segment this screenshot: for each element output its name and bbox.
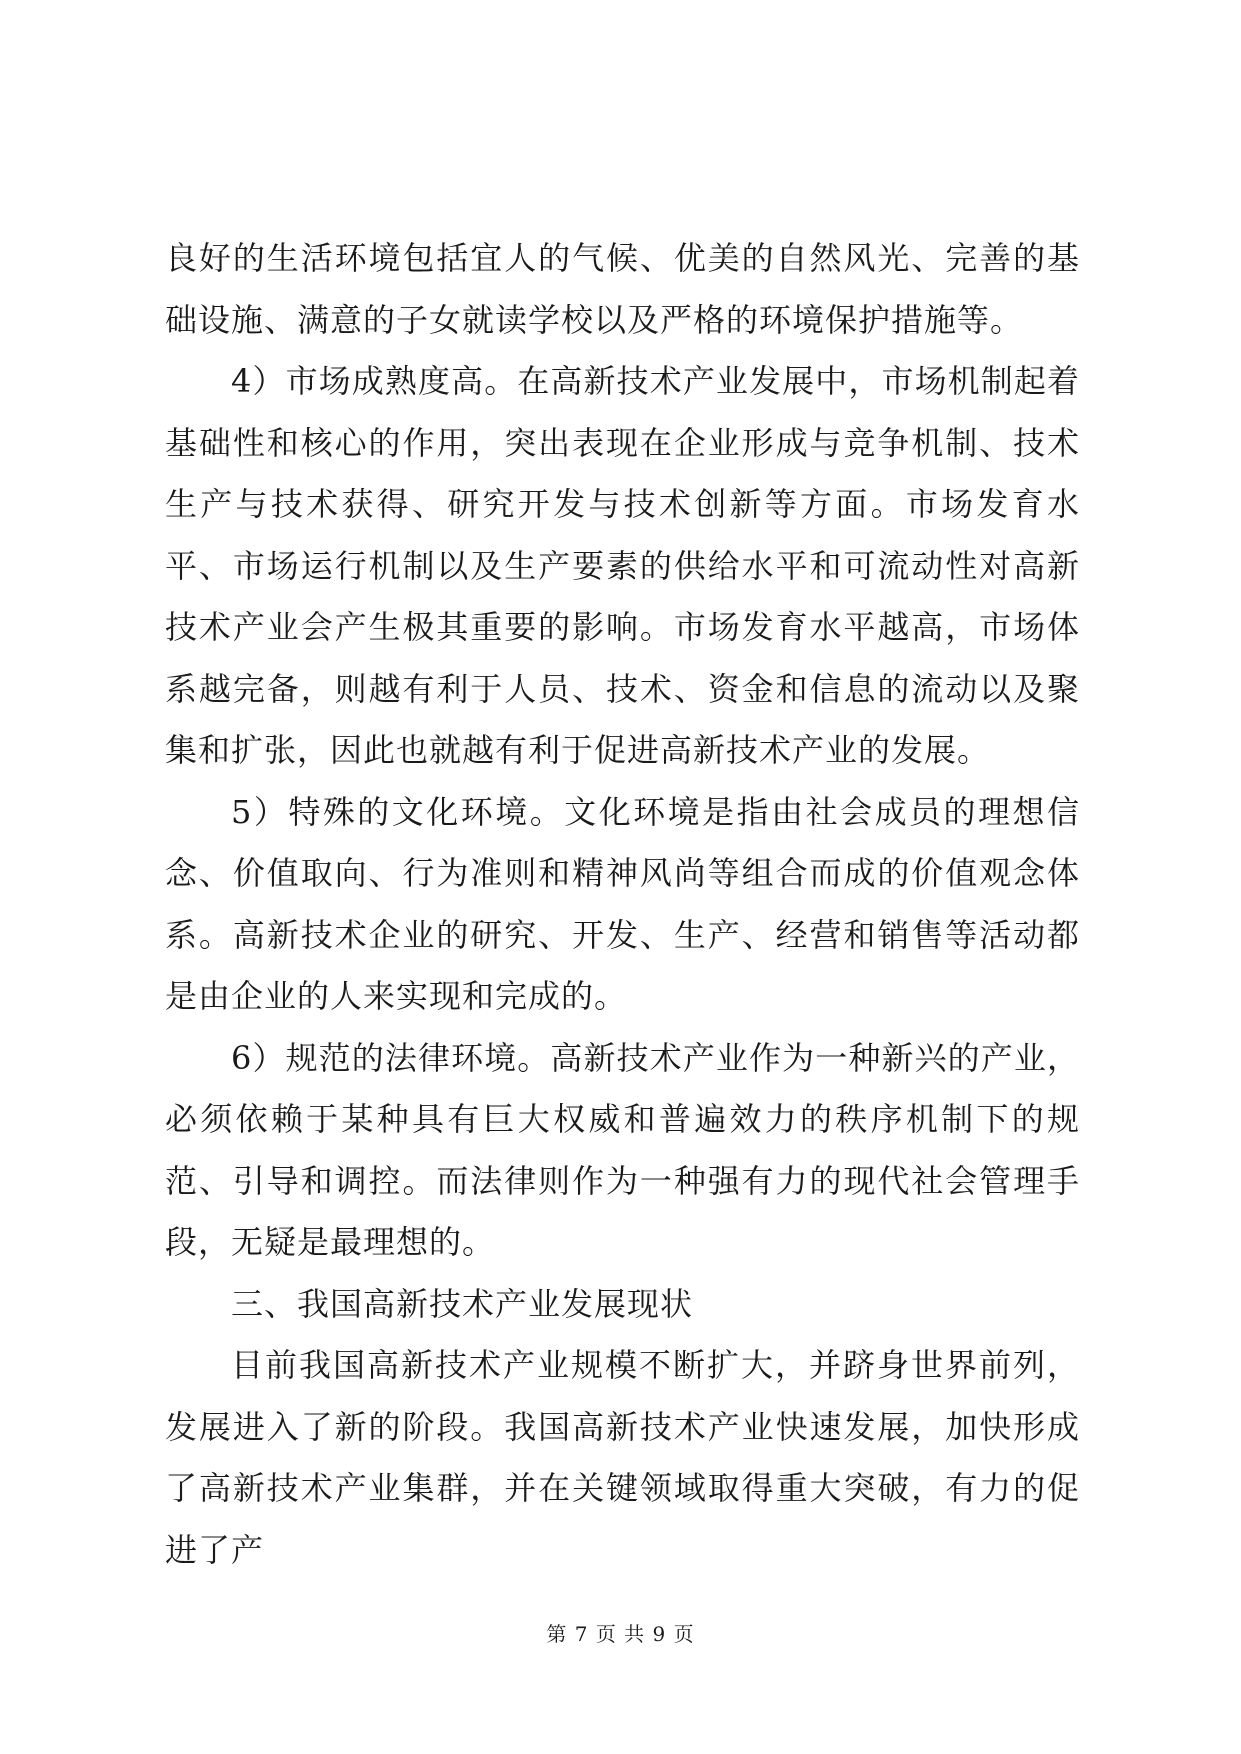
- paragraph-market-maturity: 4）市场成熟度高。在高新技术产业发展中，市场机制起着基础性和核心的作用，突出表现在企业形成与竞争机制、技术生产与技术获得、研究开发与技术创新等方面。市场发育水平、市场运行机制以及生产要素的供给水平和可流动性对高新技术产业会产生极其重要的影响。市场发育水平越高，市场体系越完备，则越有利于人员、技术、资金和信息的流动以及聚集和扩张，因此也就越有利于促进高新技术产业的发展。: [165, 362, 1080, 769]
- paragraph-cultural-environment: 5）特殊的文化环境。文化环境是指由社会成员的理想信念、价值取向、行为准则和精神风尚等组合而成的价值观念体系。高新技术企业的研究、开发、生产、经营和销售等活动都是由企业的人来实现和完成的。: [165, 792, 1080, 1015]
- document-body: [165, 228, 1080, 1581]
- page-number-footer: 第 7 页 共 9 页: [546, 1622, 695, 1646]
- paragraph-current-status: 目前我国高新技术产业规模不断扩大，并跻身世界前列，发展进入了新的阶段。我国高新技术产业快速发展，加快形成了高新技术产业集群，并在关键领域取得重大突破，有力的促进了产: [165, 1346, 1080, 1569]
- paragraph-legal-environment: 6）规范的法律环境。高新技术产业作为一种新兴的产业，必须依赖于某种具有巨大权威和普遍效力的秩序机制下的规范、引导和调控。而法律则作为一种强有力的现代社会管理手段，无疑是最理想的。: [165, 1038, 1080, 1261]
- section-heading: 三、我国高新技术产业发展现状: [231, 1284, 694, 1323]
- paragraph-living-environment: 良好的生活环境包括宜人的气候、优美的自然风光、完善的基础设施、满意的子女就读学校以及严格的环境保护措施等。: [165, 239, 1080, 339]
